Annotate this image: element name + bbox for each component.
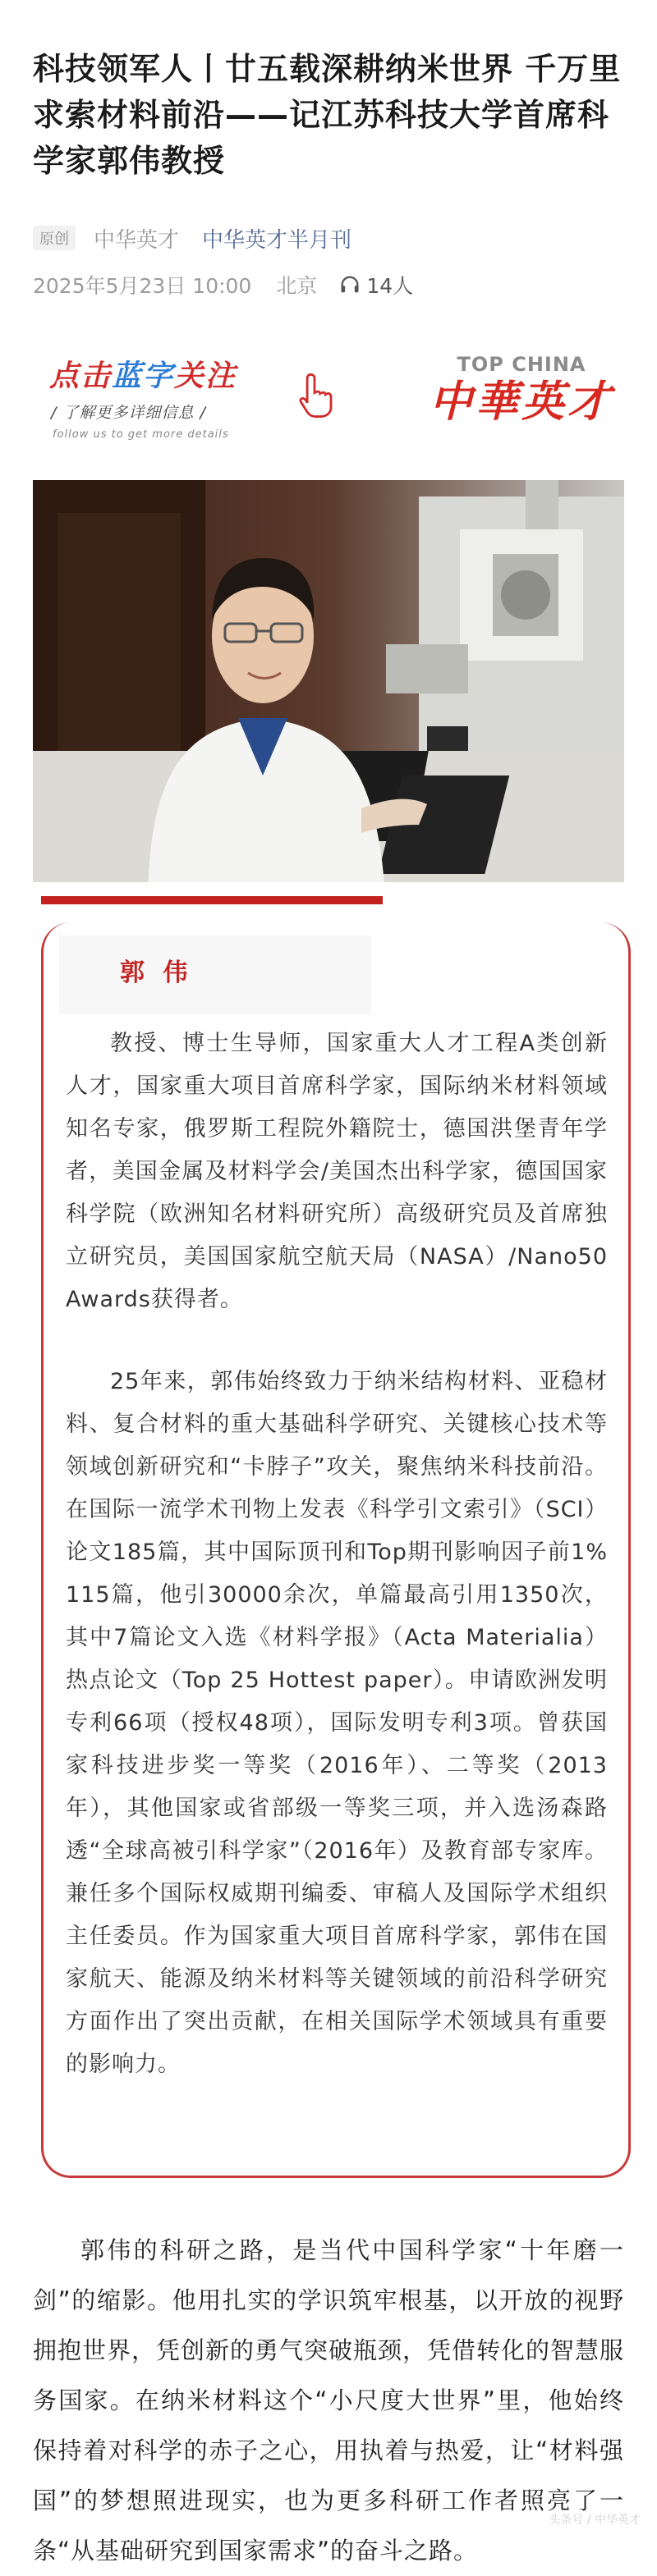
brand-english: TOP CHINA — [457, 353, 586, 376]
follow-blue-text: 蓝字 — [112, 359, 175, 393]
pointing-hand-icon — [296, 371, 333, 420]
closing-paragraph: 郭伟的科研之路，是当代中国科学家“十年磨一剑”的缩影。他用扎实的学识筑牢根基，以开放的视野拥抱世界，凭创新的勇气突破瓶颈，凭借转化的智慧服务国家。在纳米材料这个“小尺度大世界”里，他始终保持着对科学的赤子之心，用执着与热爱，让“材料强国”的梦想照进现实，也为更多科研工作者照亮了一条“从基础研究到国家需求”的奋斗之路。 — [33, 2236, 625, 2565]
follow-suffix: 关注 — [174, 359, 237, 393]
portrait-photo — [33, 480, 624, 882]
profile-bio-paragraph-1: 教授、博士生导师，国家重大人才工程A类创新人才，国家重大项目首席科学家，国际纳米材料领域知名专家，俄罗斯工程院外籍院士，德国洪堡青年学者，美国金属及材料学会/美国杰出科学家，德国国家科学院（欧洲知名材料研究所）高级研究员及首席独立研究员，美国国家航空航天局（NASA）/Nano50 Awards获得者。 — [66, 1031, 608, 1312]
follow-prefix: 点击 — [49, 359, 113, 393]
meta-date-row — [33, 271, 413, 299]
name-tag-background — [59, 936, 371, 1014]
follow-subtitle: / 了解更多详细信息 / — [51, 404, 206, 422]
follow-english: follow us to get more details — [53, 428, 229, 441]
account-link[interactable]: 中华英才半月刊 — [202, 227, 352, 253]
brand-logo — [427, 353, 616, 460]
headphones-icon[interactable] — [338, 273, 361, 296]
article-title: 科技领军人丨廿五载深耕纳米世界 千万里求索材料前沿——记江苏科技大学首席科学家郭伟教授 — [33, 51, 622, 179]
profile-name: 郭 伟 — [120, 959, 193, 987]
follow-banner[interactable] — [33, 345, 624, 468]
publish-datetime: 2025年5月23日 10:00 — [33, 274, 252, 298]
watermark: 头条号 / 中华英才 — [549, 2514, 641, 2527]
publish-location: 北京 — [276, 274, 318, 298]
brand-chinese: 中華英才 — [429, 377, 613, 427]
card-accent-bar — [41, 896, 383, 904]
meta-source-row — [33, 223, 351, 253]
listen-count: 14人 — [366, 274, 414, 298]
profile-bio-paragraph-2: 25年来，郭伟始终致力于纳米结构材料、亚稳材料、复合材料的重大基础科学研究、关键核心技术等领域创新研究和“卡脖子”攻关，聚焦纳米科技前沿。在国际一流学术刊物上发表《科学引文索引》（SCI）论文185篇，其中国际顶刊和Top期刊影响因子前1% 115篇，他引30000余次，单篇最高引用1350次，其中7篇论文入选《材料学报》（Acta Materialia）热点论文（Top 25 Hottest paper）。申请欧洲发明专利66项（授权48项），国际发明专利3项。曾获国家科技进步奖一等奖（2016年）、二等奖（2013年），其他国家或省部级一等奖三项，并入选汤森路透“全球高被引科学家”（2016年）及教育部专家库。兼任多个国际权威期刊编委、审稿人及国际学术组织主任委员。作为国家重大项目首席科学家，郭伟在国家航天、能源及纳米材料等关键领域的前沿科学研究方面作出了突出贡献，在相关国际学术领域具有重要的影响力。 — [66, 1369, 609, 2077]
original-badge: 原创 — [33, 226, 76, 250]
follow-prompt[interactable] — [49, 353, 361, 460]
author-name[interactable]: 中华英才 — [94, 227, 180, 253]
